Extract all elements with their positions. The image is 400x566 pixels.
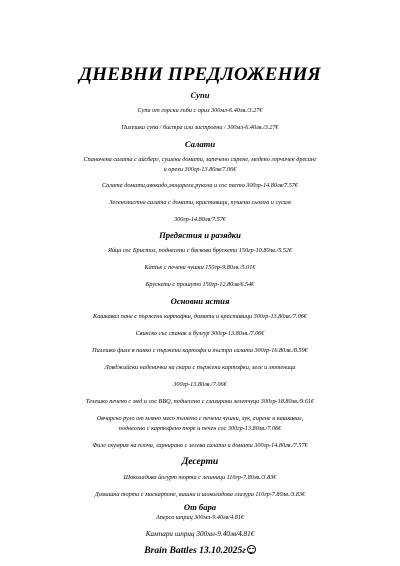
menu-item: Шоколадова йогурт торта с лешници 110гр-7.80лв./3.83€ xyxy=(123,474,277,481)
menu-item: Филе скумрия на плоча, гарнирано с зелева салата и домати 300гр-14.80лв./7.57€ xyxy=(92,442,308,449)
footer-text: Brain Battles 13.10.2025г xyxy=(144,545,246,556)
menu-item: Овчарско руло от мляно месо пълнено с печени чушки, лук, сирене и кашкавал, xyxy=(96,415,304,422)
menu-item: Пилешка супа / бистра или застроена / 300мл-6.40лв./3.27€ xyxy=(121,124,279,131)
smiley-face-icon xyxy=(247,545,256,554)
section-heading-soups: Супи xyxy=(190,90,210,100)
footer-event xyxy=(0,545,400,556)
menu-item: Апероз шприц 300мл-9.40лв/4.81€ xyxy=(155,514,245,521)
section-heading-starters: Предястия и разядки xyxy=(159,230,241,240)
menu-item: и орехи 300гр-13.80лв/7.06€ xyxy=(163,166,237,173)
menu-item: Салата домати,авокадо,моцарела,рукола и сос песто 300гр-14.80лв/7.57€ xyxy=(101,182,299,189)
menu-item: Катък с печени чушки 150гр-9.80лв./5.01€ xyxy=(144,264,256,271)
section-heading-salads: Салати xyxy=(184,139,216,149)
menu-item: 300гр-13.80лв./7.06€ xyxy=(173,381,227,388)
menu-item: Кашкавал пане с пържени картофки, домати и краставици 300гр-13.80лв./7.06€ xyxy=(93,313,307,320)
menu-item: Яйца сос Бристол, поднесени с бяскови брускети 150гр-10.80лв./5.52€ xyxy=(107,247,293,254)
menu-item: Домашна торта с маскарпоне, вишни и шоколадова глазура 110гр-7.80лв./3.83€ xyxy=(94,491,306,498)
menu-item: 300гр-14.80лв/7.57€ xyxy=(174,216,226,223)
menu-item: Ловджийски наденички на скара с пържени картофки, зеле и лютеница xyxy=(104,364,296,371)
menu-item: Спаначена салата с айсберг, сушени домати, запечено сирене, медено горчичен дресинг xyxy=(83,156,317,163)
menu-item: Зеленолистна салата с домати, краставици, пушена сьомга и сусам xyxy=(109,199,291,206)
section-heading-bar: От бара xyxy=(183,502,217,512)
menu-item: поднесено с картофено пюре и печен сос 300гр-13.80лв./7.06€ xyxy=(118,425,282,432)
menu-item: Брускети с прошуто 150гр-12.80лв/6.54€ xyxy=(145,281,255,288)
menu-item: Свинско със спанак и булгур 300гр-13.80лв./7.06€ xyxy=(135,330,265,337)
menu-item: Телешко печено с мед и сос BBQ, поднесено с глазирани зеленчуци 300гр-18.80лв./9.61€ xyxy=(85,398,315,405)
page-title: ДНЕВНИ ПРЕДЛОЖЕНИЯ xyxy=(79,64,321,85)
menu-item: Пилешко филе в панко с пържени картофи и пъстра салата 300гр-16.80лв./8.59€ xyxy=(92,347,308,354)
section-heading-mains: Основни ястия xyxy=(170,296,230,306)
menu-item: Супа от горски гъби с ориз 300мл-6.40лв./3.27€ xyxy=(137,107,263,114)
section-heading-desserts: Десерти xyxy=(181,456,219,467)
menu-item: Кампари шприц 300мл-9.40лв/4.81€ xyxy=(145,530,255,538)
